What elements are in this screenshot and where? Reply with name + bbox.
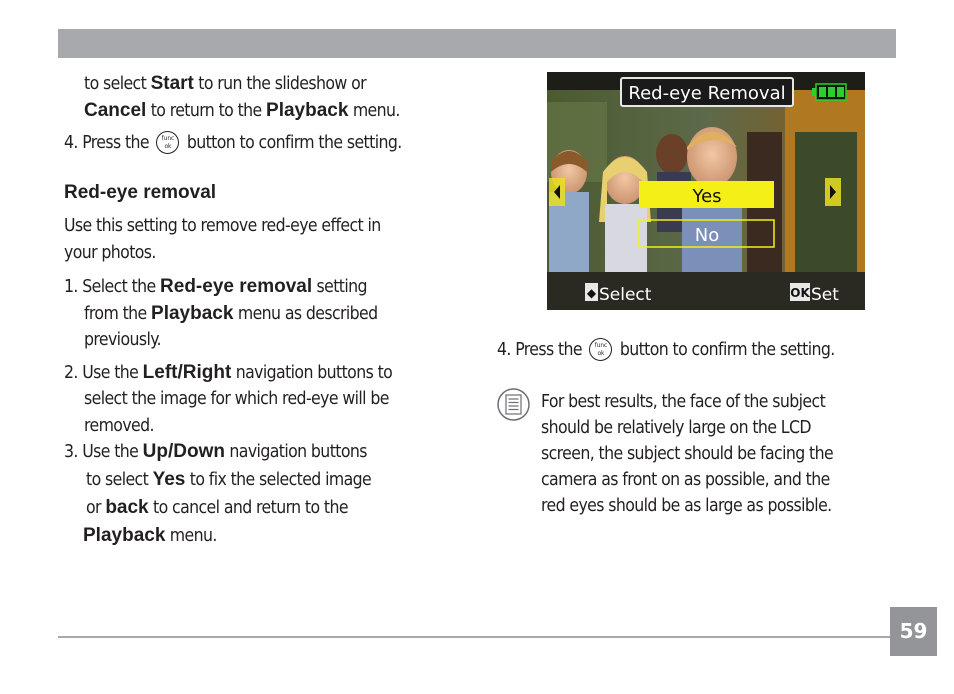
note-icon [497, 388, 530, 421]
step-3-line-4: Playback menu. [83, 525, 217, 546]
step-3-line-1: 3. Use the Up/Down navigation buttons [64, 441, 367, 462]
left-arrow-icon [549, 178, 565, 206]
select-key-icon: ◆ [586, 286, 597, 300]
note-line-5: red eyes should be as large as possible. [541, 496, 832, 516]
battery-icon [812, 84, 846, 100]
step-4-right: 4. Press the func ok button to confirm the setting. [497, 340, 835, 360]
continued-line-1: to select Start to run the slideshow or [84, 73, 366, 94]
intro-line-1: Use this setting to remove red-eye effect in [64, 216, 381, 236]
step-1-line-1: 1. Select the Red-eye removal setting [64, 276, 367, 297]
step-4-left: 4. Press the func ok button to confirm the setting. [64, 133, 402, 153]
footer-rule [58, 636, 892, 638]
step-1-line-3: previously. [84, 330, 161, 350]
step-3-line-2: to select Yes to fix the selected image [86, 469, 372, 490]
intro-line-2: your photos. [64, 243, 156, 263]
right-arrow-icon [825, 178, 841, 206]
screen-title: Red-eye Removal [628, 83, 786, 104]
option-yes[interactable]: Yes [692, 186, 722, 207]
note-line-1: For best results, the face of the subject [541, 392, 826, 412]
func-ok-button-icon: func ok [589, 338, 612, 361]
option-no[interactable]: No [694, 225, 720, 246]
func-ok-button-icon: func ok [156, 131, 179, 154]
set-hint: Set [811, 285, 839, 305]
step-2-line-2: select the image for which red-eye will be [84, 389, 389, 409]
continued-line-2: Cancel to return to the Playback menu. [84, 100, 400, 121]
note-line-3: screen, the subject should be facing the [541, 444, 834, 464]
select-hint: Select [599, 285, 652, 305]
page-number: 59 [890, 607, 937, 656]
step-1-line-2: from the Playback menu as described [84, 303, 378, 324]
step-3-line-3: or back to cancel and return to the [86, 497, 348, 518]
step-2-line-3: removed. [84, 416, 154, 436]
section-heading: Red-eye removal [64, 182, 217, 203]
camera-photo-illustration [547, 72, 865, 310]
note-line-4: camera as front on as possible, and the [541, 470, 830, 490]
note-line-2: should be relatively large on the LCD [541, 418, 811, 438]
header-bar [58, 29, 896, 58]
step-2-line-1: 2. Use the Left/Right navigation buttons to [64, 362, 393, 383]
ok-key-icon: OK [790, 286, 810, 300]
camera-lcd-screenshot [547, 72, 865, 310]
